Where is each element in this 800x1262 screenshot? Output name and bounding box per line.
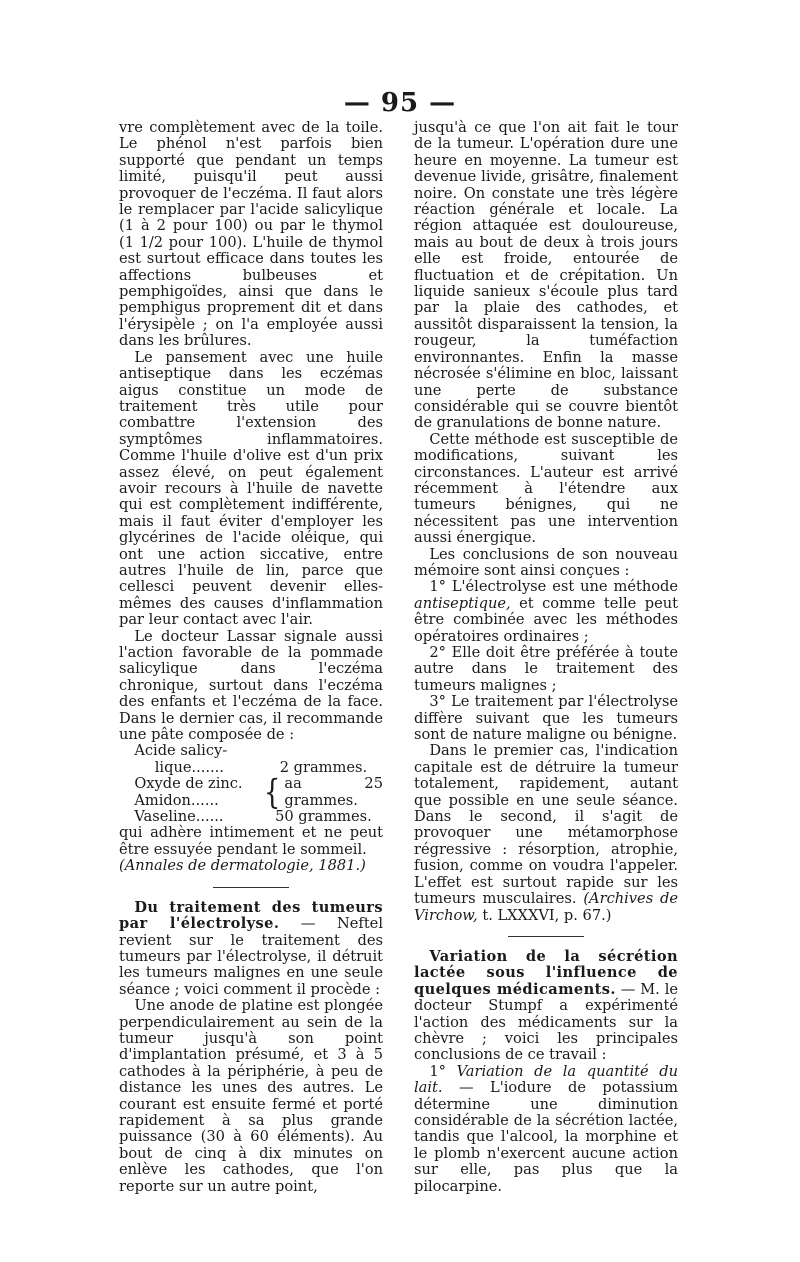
section-heading: Du traitement des tumeurs par l'électrolyse.	[119, 898, 383, 933]
paragraph: Les conclusions de son nouveau mémoire sont ainsi conçues :	[414, 545, 678, 579]
conclusion-item: 3° Le traitement par l'électrolyse diffère suivant que les tumeurs sont de nature maligne ou bénigne.	[414, 693, 678, 744]
section-heading: Variation de la sécrétion lactée sous l'influence de quelques médicaments.	[414, 947, 678, 998]
brace-glyph: {	[263, 773, 281, 813]
dose-group	[263, 773, 383, 813]
conclusion-item: 1° Variation de la quantité du lait. — L'iodure de potassium détermine une diminution considérable de la sécrétion lactée, tandis que l'alcool, la morphine et le plomb n'exercent aucune action sur elle, pas plus que la pilocarpine.	[414, 1062, 679, 1195]
dose: 2 grammes.	[279, 758, 368, 776]
dose: 50 grammes.	[275, 808, 372, 826]
ingredient: Oxyde de zinc.	[134, 775, 243, 793]
paragraph: qui adhère intimement et ne peut être essuyée pendant le sommeil.	[119, 824, 383, 858]
ingredient: Vaseline......	[134, 808, 224, 826]
section-paragraph: Variation de la sécrétion lactée sous l'influence de quelques médicaments. — M. le docteur Stumpf a expérimenté l'action des médicaments sur la chèvre ; voici les principales conclusions de ce travail :	[414, 947, 678, 1064]
ingredient: Amidon......	[134, 791, 219, 809]
prescription	[134, 743, 383, 825]
right-column	[414, 120, 678, 1195]
ingredient: Acide salicy-	[134, 742, 228, 760]
left-column	[119, 120, 383, 1195]
paragraph: Le docteur Lassar signale aussi l'action favorable de la pommade salicylique dans l'eczéma chronique, surtout dans l'eczéma des enfants et l'eczéma de la face. Dans le dernier cas, il recommande une pâte composée de :	[119, 627, 383, 744]
paragraph: jusqu'à ce que l'on ait fait le tour de la tumeur. L'opération dure une heure en moyenne. La tumeur est devenue livide, grisâtre, finalement noire. On constate une très légère réaction générale et locale. La région attaquée est douloureuse, mais au bout de deux à trois jours elle est froide, entourée de fluctuation et de crépitation. Un liquide sanieux s'écoule plus tard par la plaie des cathodes, et aussitôt disparaissent la tension, la rougeur, la tuméfaction environnantes. Enfin la masse nécrosée s'élimine en bloc, laissant une perte de substance considérable qui se couvre bientôt de granulations de bonne nature.	[414, 119, 678, 432]
paragraph: Cette méthode est susceptible de modifications, suivant les circonstances. L'auteur est arrivé récemment à l'étendre aux tumeurs bénignes, qui ne nécessitent pas une intervention aussi énergique.	[414, 430, 678, 547]
separator-rule	[508, 936, 584, 937]
separator-rule	[213, 887, 289, 888]
paragraph: Le pansement avec une huile antiseptique dans les eczémas aigus constitue un mode de traitement très utile pour combattre l'extension des symptômes inflammatoires. Comme l'huile d'olive est d'un prix assez élevé, on peut également avoir recours à l'huile de navette qui est complètement indifférente, mais il faut éviter d'employer les glycérines de l'acide oléique, qui ont une action siccative, entre autres l'huile de lin, parce que cellesci peuvent devenir elles-mêmes des causes d'inflammation par leur contact avec l'air.	[119, 348, 383, 629]
conclusion-item: 2° Elle doit être préférée à toute autre dans le traitement des tumeurs malignes ;	[414, 644, 678, 694]
paragraph: Une anode de platine est plongée perpendiculairement au sein de la tumeur jusqu'à son point d'implantation présumé, et 3 à 5 cathodes à la périphérie, à peu de distance les unes des autres. Le courant est ensuite fermé et porté rapidement à sa plus grande puissance (30 à 60 éléments). Au bout de cinq à dix minutes on enlève les cathodes, que l'on reporte sur un autre point,	[119, 997, 383, 1195]
dose: aa 25 grammes.	[284, 775, 383, 809]
section-paragraph: Du traitement des tumeurs par l'électrolyse. — Neftel revient sur le traitement des tumeurs par l'électrolyse, il détruit les tumeurs malignes en une seule séance ; voici comment il procède :	[119, 898, 383, 998]
conclusion-item: 1° L'électrolyse est une méthode antiseptique, et comme telle peut être combinée avec les méthodes opératoires ordinaires ;	[414, 578, 679, 645]
ingredient: lique.......	[154, 758, 224, 776]
citation: (Annales de dermatologie, 1881.)	[119, 857, 366, 875]
paragraph: vre complètement avec de la toile. Le phénol n'est parfois bien supporté que pendant un temps limité, puisqu'il peut aussi provoquer de l'eczéma. Il faut alors le remplacer par l'acide salicylique (1 à 2 pour 100) ou par le thymol (1 1/2 pour 100). L'huile de thymol est surtout efficace dans toutes les affections bulbeuses et pemphigoïdes, ainsi que dans le pemphigus proprement dit et dans l'érysipèle ; on l'a employée aussi dans les brûlures.	[119, 119, 383, 350]
page-number: — 95 —	[343, 88, 457, 118]
paragraph: Dans le premier cas, l'indication capitale est de détruire la tumeur totalement, rapidement, autant que possible en une seule séance. Dans le second, il s'agit de provoquer une métamorphose régressive : résorption, atrophie, fusion, comme on voudra l'appeler. L'effet est surtout rapide sur les tumeurs musculaires. (Archives de Virchow, t. LXXXVI, p. 67.)	[414, 742, 678, 924]
